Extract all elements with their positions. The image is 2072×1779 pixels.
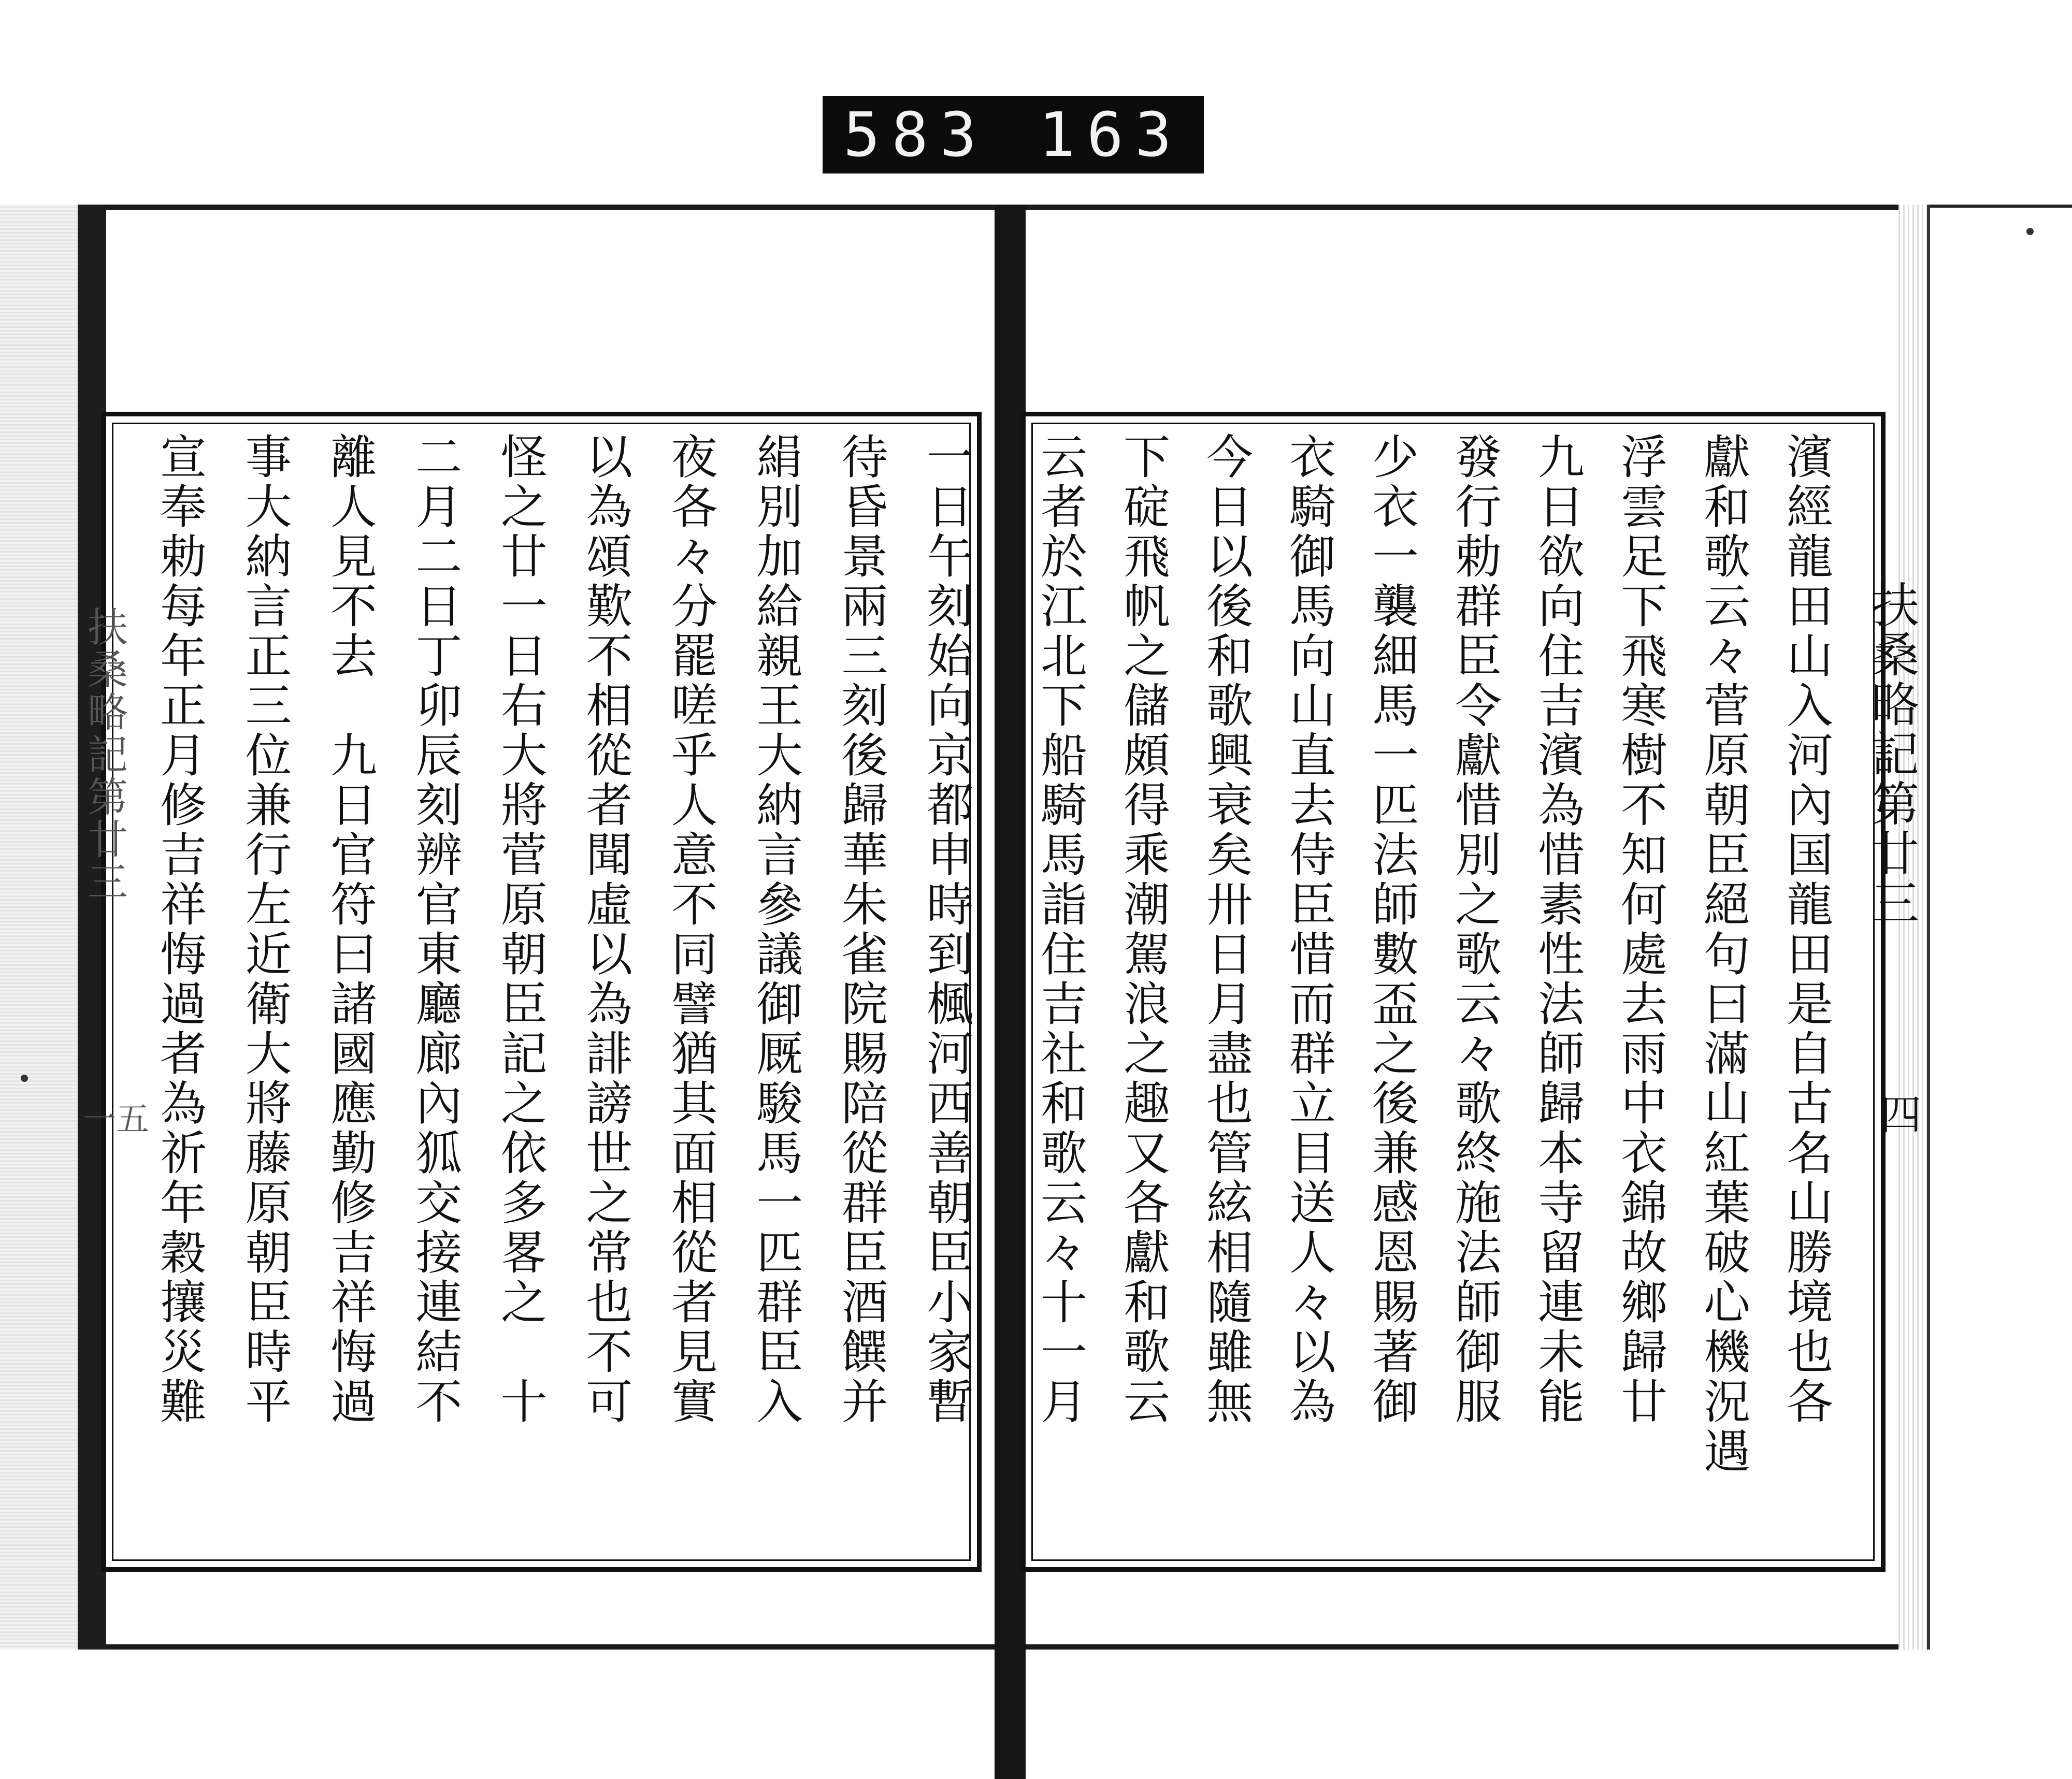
left-column: 事大納言正三位兼行左近衛大將藤原朝臣時平 bbox=[237, 432, 292, 1427]
left-column: 離人見不去 九日官符曰諸國應勤修吉祥悔過 bbox=[322, 432, 377, 1427]
right-column: 九日欲向住吉濱為惜素性法師歸本寺留連未能 bbox=[1530, 432, 1584, 1427]
ink-speck bbox=[21, 1075, 28, 1082]
right-column: 少衣一襲細馬一匹法師數盃之後兼感恩賜著御 bbox=[1364, 432, 1418, 1427]
film-label bbox=[823, 96, 1204, 173]
right-column: 今日以後和歌興衰矣卅日月盡也管絃相隨雖無 bbox=[1198, 432, 1253, 1427]
left-column: 待昏景兩三刻後歸華朱雀院賜陪從群臣酒饌并 bbox=[833, 432, 888, 1427]
left-column: 夜各々分罷嗟乎人意不同譬猶其面相從者見實 bbox=[663, 432, 717, 1427]
left-column: 一日午刻始向京都申時到楓河西善朝臣小家暫 bbox=[918, 432, 973, 1427]
left-column: 以為頌歎不相從者聞虛以為誹謗世之常也不可 bbox=[578, 432, 632, 1427]
left-column: 宣奉勅每年正月修吉祥悔過者為祈年穀攘災難 bbox=[152, 432, 206, 1427]
ink-speck bbox=[2026, 228, 2034, 235]
left-margin-number: 一五 bbox=[83, 1101, 149, 1139]
film-label-right: 163 bbox=[1038, 99, 1183, 170]
right-column: 發行勅群臣令獻惜別之歌云々歌終施法師御服 bbox=[1447, 432, 1501, 1427]
right-column: 云者於江北下船騎馬詣住吉社和歌云々十一月 bbox=[1032, 432, 1087, 1427]
running-head: 扶桑略記第廿三 bbox=[1864, 580, 1919, 928]
right-column: 下碇飛帆之儲頗得乘潮駕浪之趣又各獻和歌云 bbox=[1115, 432, 1170, 1427]
left-page-text bbox=[150, 432, 974, 1546]
left-column: 絹別加給親王大納言參議御厩駿馬一匹群臣入 bbox=[748, 432, 803, 1427]
right-column: 浮雲足下飛寒樹不知何處去雨中衣錦故鄉歸廿 bbox=[1613, 432, 1667, 1427]
left-column: 二月二日丁卯辰刻辨官東廳廊內狐交接連結不 bbox=[407, 432, 462, 1427]
right-column: 衣騎御馬向山直去侍臣惜而群立目送人々以為 bbox=[1281, 432, 1335, 1427]
film-label-left: 583 bbox=[843, 99, 988, 170]
page-number: 四 bbox=[1873, 1093, 1921, 1134]
right-page-text bbox=[1031, 432, 1834, 1546]
left-column: 怪之廿一日右大將菅原朝臣記之依多畧之 十 bbox=[492, 432, 547, 1427]
left-page-stack bbox=[0, 205, 78, 1650]
right-column: 獻和歌云々菅原朝臣絕句曰滿山紅葉破心機況遇 bbox=[1695, 432, 1750, 1477]
right-column: 濱經龍田山入河內国龍田是自古名山勝境也各 bbox=[1778, 432, 1833, 1427]
left-margin-title: 扶桑略記第廿三 bbox=[81, 606, 127, 903]
